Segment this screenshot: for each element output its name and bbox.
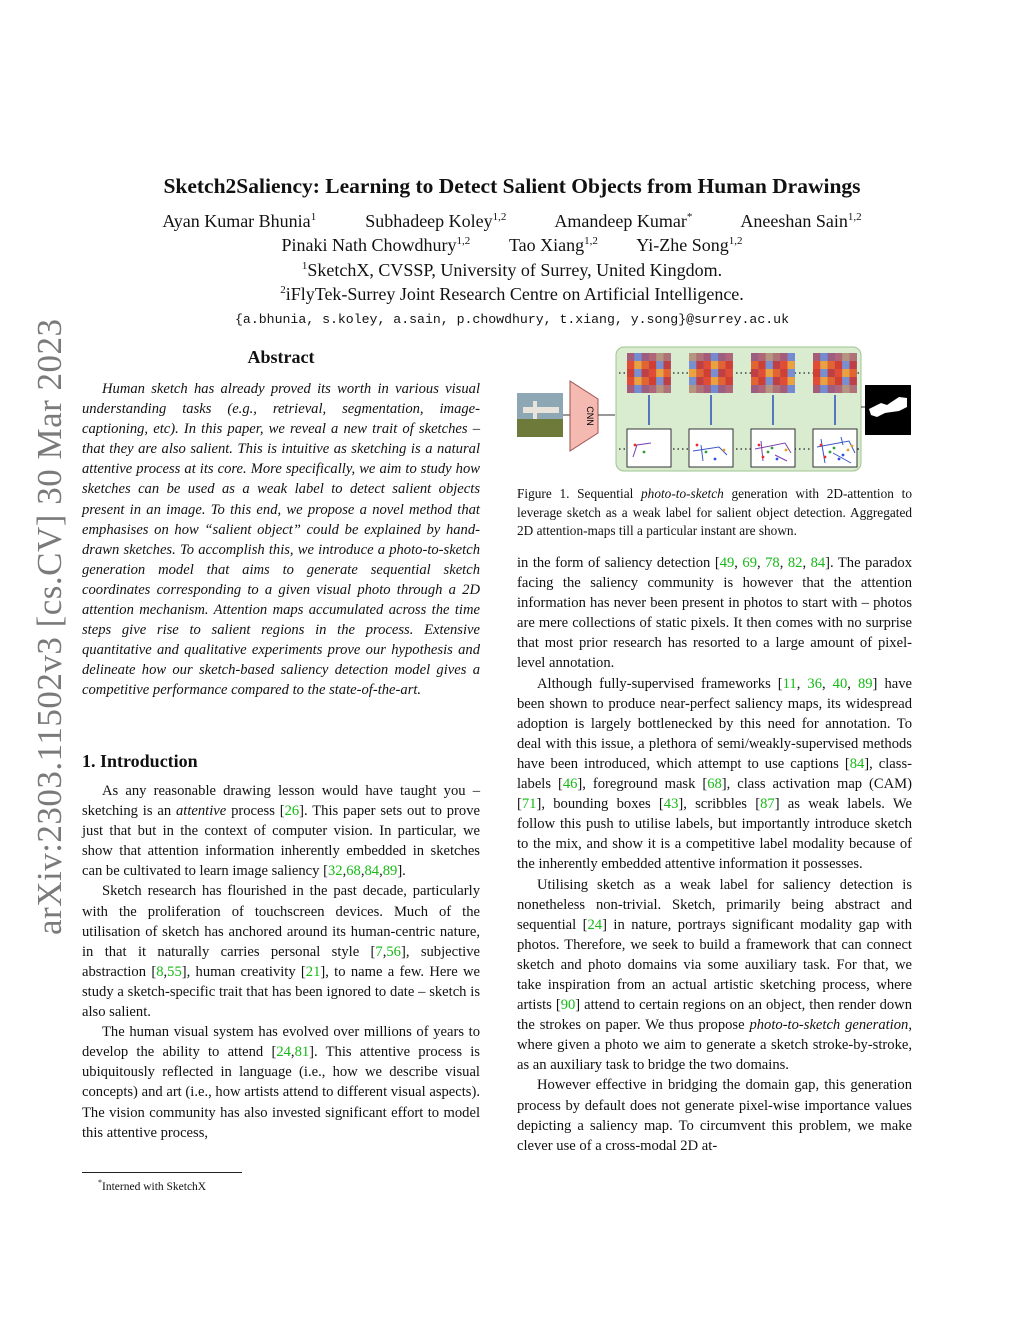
text-run: As any reasonable drawing lesson would have taught you – sketching is an (82, 783, 480, 820)
text-run: , (342, 863, 347, 880)
citation-link[interactable]: 90 (560, 997, 576, 1014)
text-run: However effective in bridging the domain gap, this generation process by default does not generate pixel-wise importance values depicting a saliency map. To circumvent this problem, we make clever use of a cross-modal 2D at- (517, 1077, 912, 1154)
author: Yi-Zhe Song$^{1,2}$ (636, 235, 743, 255)
paragraph (517, 875, 912, 1076)
text-run: ]. The paradox facing the saliency community is however that the attention information has never been present in photos to start with – photos are mere collections of static pixels. It then comes with no surprise that most prior research has resorted to a large amount of pixel-level annotation. (517, 555, 913, 672)
authors-line-1 (0, 211, 1024, 232)
figure-1 (515, 345, 915, 475)
citation-link[interactable]: 36 (807, 675, 822, 692)
sketch-thumbnail (689, 429, 733, 467)
text-run: , (382, 943, 387, 960)
text-run: The human visual system has evolved over millions of years to develop the ability to attend [ (82, 1024, 480, 1061)
text-run: , (779, 555, 788, 571)
caption-text: photo-to-sketch (641, 486, 724, 501)
text-run: ] as weak labels. We follow this push to utilise labels, but importantly introduce sketch to the mix, and show it is a competitive label modality because of the inherently embedded attentive information it possesses. (517, 796, 913, 873)
attention-heatmap (627, 353, 671, 393)
text-run: , (757, 555, 766, 571)
sketch-thumbnail (627, 429, 671, 467)
citation-link[interactable]: 24 (587, 916, 603, 933)
abstract-body: Human sketch has already proved its worth in various visual understanding tasks (e.g., retrieval, segmentation, image-captioning, etc). In this paper, we reveal a new trait of sketches – that they are also salient. This is intuitive as sketching is a natural attentive process at its core. More specifically, we aim to study how sketches can be used as a weak label to detect salient objects present in an image. To this end, we propose a novel method that emphasises on how “salient object” could be explained by hand-drawn sketches. To accomplish this, we introduce a photo-to-sketch generation model that aims to generate sequential sketch coordinates corresponding to a given visual photo through a 2D attention mechanism. Attention maps accumulated across the time steps give rise to salient regions in the process. Extensive quantitative and qualitative experiments prove our hypothesis and delineate how our sketch-based saliency detection model gives a competitive performance compared to the state-of-the-art. (82, 381, 480, 699)
caption-text: Figure 1. Sequential (517, 486, 642, 501)
citation-link[interactable]: 71 (521, 796, 537, 813)
text-run: ], class activation map (CAM) [ (517, 776, 912, 813)
text-run: , where given a photo we aim to generate a sketch stroke-by-stroke, as an auxiliary task to bridge the two domains. (517, 1017, 912, 1074)
citation-link[interactable]: 87 (760, 796, 775, 813)
citation-link[interactable]: 21 (305, 963, 321, 980)
citation-link[interactable]: 68 (707, 776, 722, 793)
author: Ayan Kumar Bhunia$^1$ (162, 211, 317, 231)
text-run: ], foreground mask [ (577, 776, 708, 793)
input-photo (517, 393, 563, 437)
affiliation-2: $^2$iFlyTek-Surrey Joint Research Centre on Artificial Intelligence. (280, 284, 744, 304)
text-run: Although fully-supervised frameworks [ (537, 675, 783, 692)
footnote-rule (82, 1172, 242, 1173)
text-run: , (379, 863, 383, 880)
citation-link[interactable]: 78 (765, 555, 780, 571)
citation-link[interactable]: 55 (167, 963, 182, 980)
text-run: ]. This attentive process is ubiquitously reflected in language (i.e., how we describe visual concepts) and art (i.e., how artists attend to different visual aspects). The vision community has also invested significant effort to model this attentive process, (82, 1044, 480, 1141)
attention-heatmap (689, 353, 733, 393)
paper-title: Sketch2Saliency: Learning to Detect Salient Objects from Human Drawings (163, 174, 861, 198)
abstract-heading: Abstract (247, 347, 315, 367)
author: Amandeep Kumar* (554, 211, 693, 231)
text-run: ], human creativity [ (181, 963, 306, 980)
text-run: ] have been shown to produce near-perfect saliency maps, its widespread adoption is largely bottlenecked by this need for annotation. To deal with this issue, a plethora of semi/weakly-supervised methods have been introduced, which attempt to use captions [ (517, 675, 912, 772)
text-run: , (360, 863, 365, 880)
citation-link[interactable]: 43 (663, 796, 679, 813)
text-run: , (163, 963, 168, 980)
text-run: ], class-labels [ (517, 755, 912, 793)
citation-link[interactable]: 56 (386, 943, 401, 960)
text-run: Sketch research has flourished in the past decade, particularly with the proliferation of touchscreen devices. Much of the utilisation of sketch has anchored around its human-centric nature, in that it naturally carries personal style [ (82, 883, 480, 960)
paragraph (82, 1022, 480, 1143)
citation-link[interactable]: 24 (276, 1044, 291, 1061)
arxiv-identifier: arXiv:2303.11502v3 [cs.CV] 30 Mar 2023 (30, 318, 69, 935)
citation-link[interactable]: 84 (810, 555, 826, 571)
text-run: ], bounding boxes [ (536, 796, 664, 813)
text-run: ], subjective abstraction [ (82, 943, 480, 980)
citation-link[interactable]: 8 (156, 963, 164, 980)
affiliation-1: $^1$SketchX, CVSSP, University of Surrey, United Kingdom. (301, 260, 723, 280)
text-run: ] in nature, portrays significant modality gap with photos. Therefore, we seek to build a framework that can connect sketch and photo domains via some auxiliary task. For that, we take inspiration from an actual artistic sketching process, where artists [ (517, 916, 912, 1014)
paragraph (517, 1075, 912, 1155)
paragraph (82, 781, 480, 881)
text-run: ], scribbles [ (678, 796, 761, 813)
paragraph (517, 674, 912, 875)
author-emails: {a.bhunia, s.koley, a.sain, p.chowdhury, t.xiang, y.song}@surrey.ac.uk (235, 312, 789, 327)
paragraph (82, 881, 480, 1022)
citation-link[interactable]: 82 (787, 555, 803, 571)
citation-link[interactable]: 26 (284, 803, 300, 820)
citation-link[interactable]: 81 (294, 1044, 310, 1061)
citation-link[interactable]: 69 (742, 555, 757, 571)
caption-text: generation with 2D-attention to leverage sketch as a weak label for salient object detection. Aggregated 2D attention-maps till a particular instant are shown. (517, 486, 912, 538)
citation-link[interactable]: 11 (782, 675, 797, 692)
sketch-thumbnail (751, 429, 795, 467)
saliency-mask-output (865, 385, 911, 435)
citation-link[interactable]: 84 (364, 863, 380, 880)
citation-link[interactable]: 84 (849, 755, 865, 772)
text-run: , (821, 675, 833, 692)
citation-link[interactable]: 32 (327, 863, 343, 880)
citation-link[interactable]: 40 (832, 675, 848, 692)
author: Tao Xiang$^{1,2}$ (508, 235, 598, 255)
attention-heatmap (751, 353, 795, 393)
section-heading-introduction: 1. Introduction (82, 751, 198, 771)
sketch-thumbnail (813, 429, 857, 467)
text-run: photo-to-sketch generation (749, 1017, 909, 1034)
text-run: process [ (226, 803, 285, 820)
text-run: ]. This paper sets out to prove just that but in the context of computer vision. In particular, we show that attention information inherently embedded in sketches can be cultivated to learn image saliency [ (82, 803, 480, 880)
citation-link[interactable]: 68 (346, 863, 361, 880)
text-run: Utilising sketch as a weak label for saliency detection is nonetheless non-trivial. Sketch, primarily being abstract and sequential [ (517, 876, 912, 933)
cnn-block (570, 381, 598, 451)
text-run: attentive (176, 803, 227, 820)
right-column-body (517, 553, 912, 1156)
text-run: , (847, 675, 858, 692)
arxiv-side-stamp (20, 318, 69, 945)
footnote: *Interned with SketchX (98, 1178, 207, 1193)
figure-1-caption (517, 485, 912, 541)
text-run: , (802, 555, 811, 571)
citation-link[interactable]: 7 (375, 943, 383, 960)
text-run: , (796, 675, 808, 692)
citation-link[interactable]: 49 (719, 555, 735, 571)
introduction-body (82, 781, 480, 1143)
text-run: , (290, 1044, 295, 1061)
citation-link[interactable]: 89 (382, 863, 398, 880)
citation-link[interactable]: 46 (562, 776, 578, 793)
paragraph (517, 553, 912, 674)
text-run: ], to name a few. Here we study a sketch-specific trait that has been ignored to date – sketch is also salient. (82, 963, 481, 1021)
author: Subhadeep Koley$^{1,2}$ (365, 211, 507, 231)
text-run: ] attend to certain regions on an object, then render down the strokes on paper. We thus propose (517, 997, 913, 1034)
author: Aneeshan Sain$^{1,2}$ (740, 211, 862, 231)
text-run: , (734, 555, 743, 571)
text-run: in the form of saliency detection [ (517, 555, 720, 571)
attention-heatmap (813, 353, 857, 393)
author: Pinaki Nath Chowdhury$^{1,2}$ (281, 235, 471, 255)
text-run: ]. (397, 863, 406, 880)
authors-line-2 (0, 235, 1024, 256)
cnn-label: CNN (585, 406, 595, 426)
citation-link[interactable]: 89 (857, 675, 873, 692)
